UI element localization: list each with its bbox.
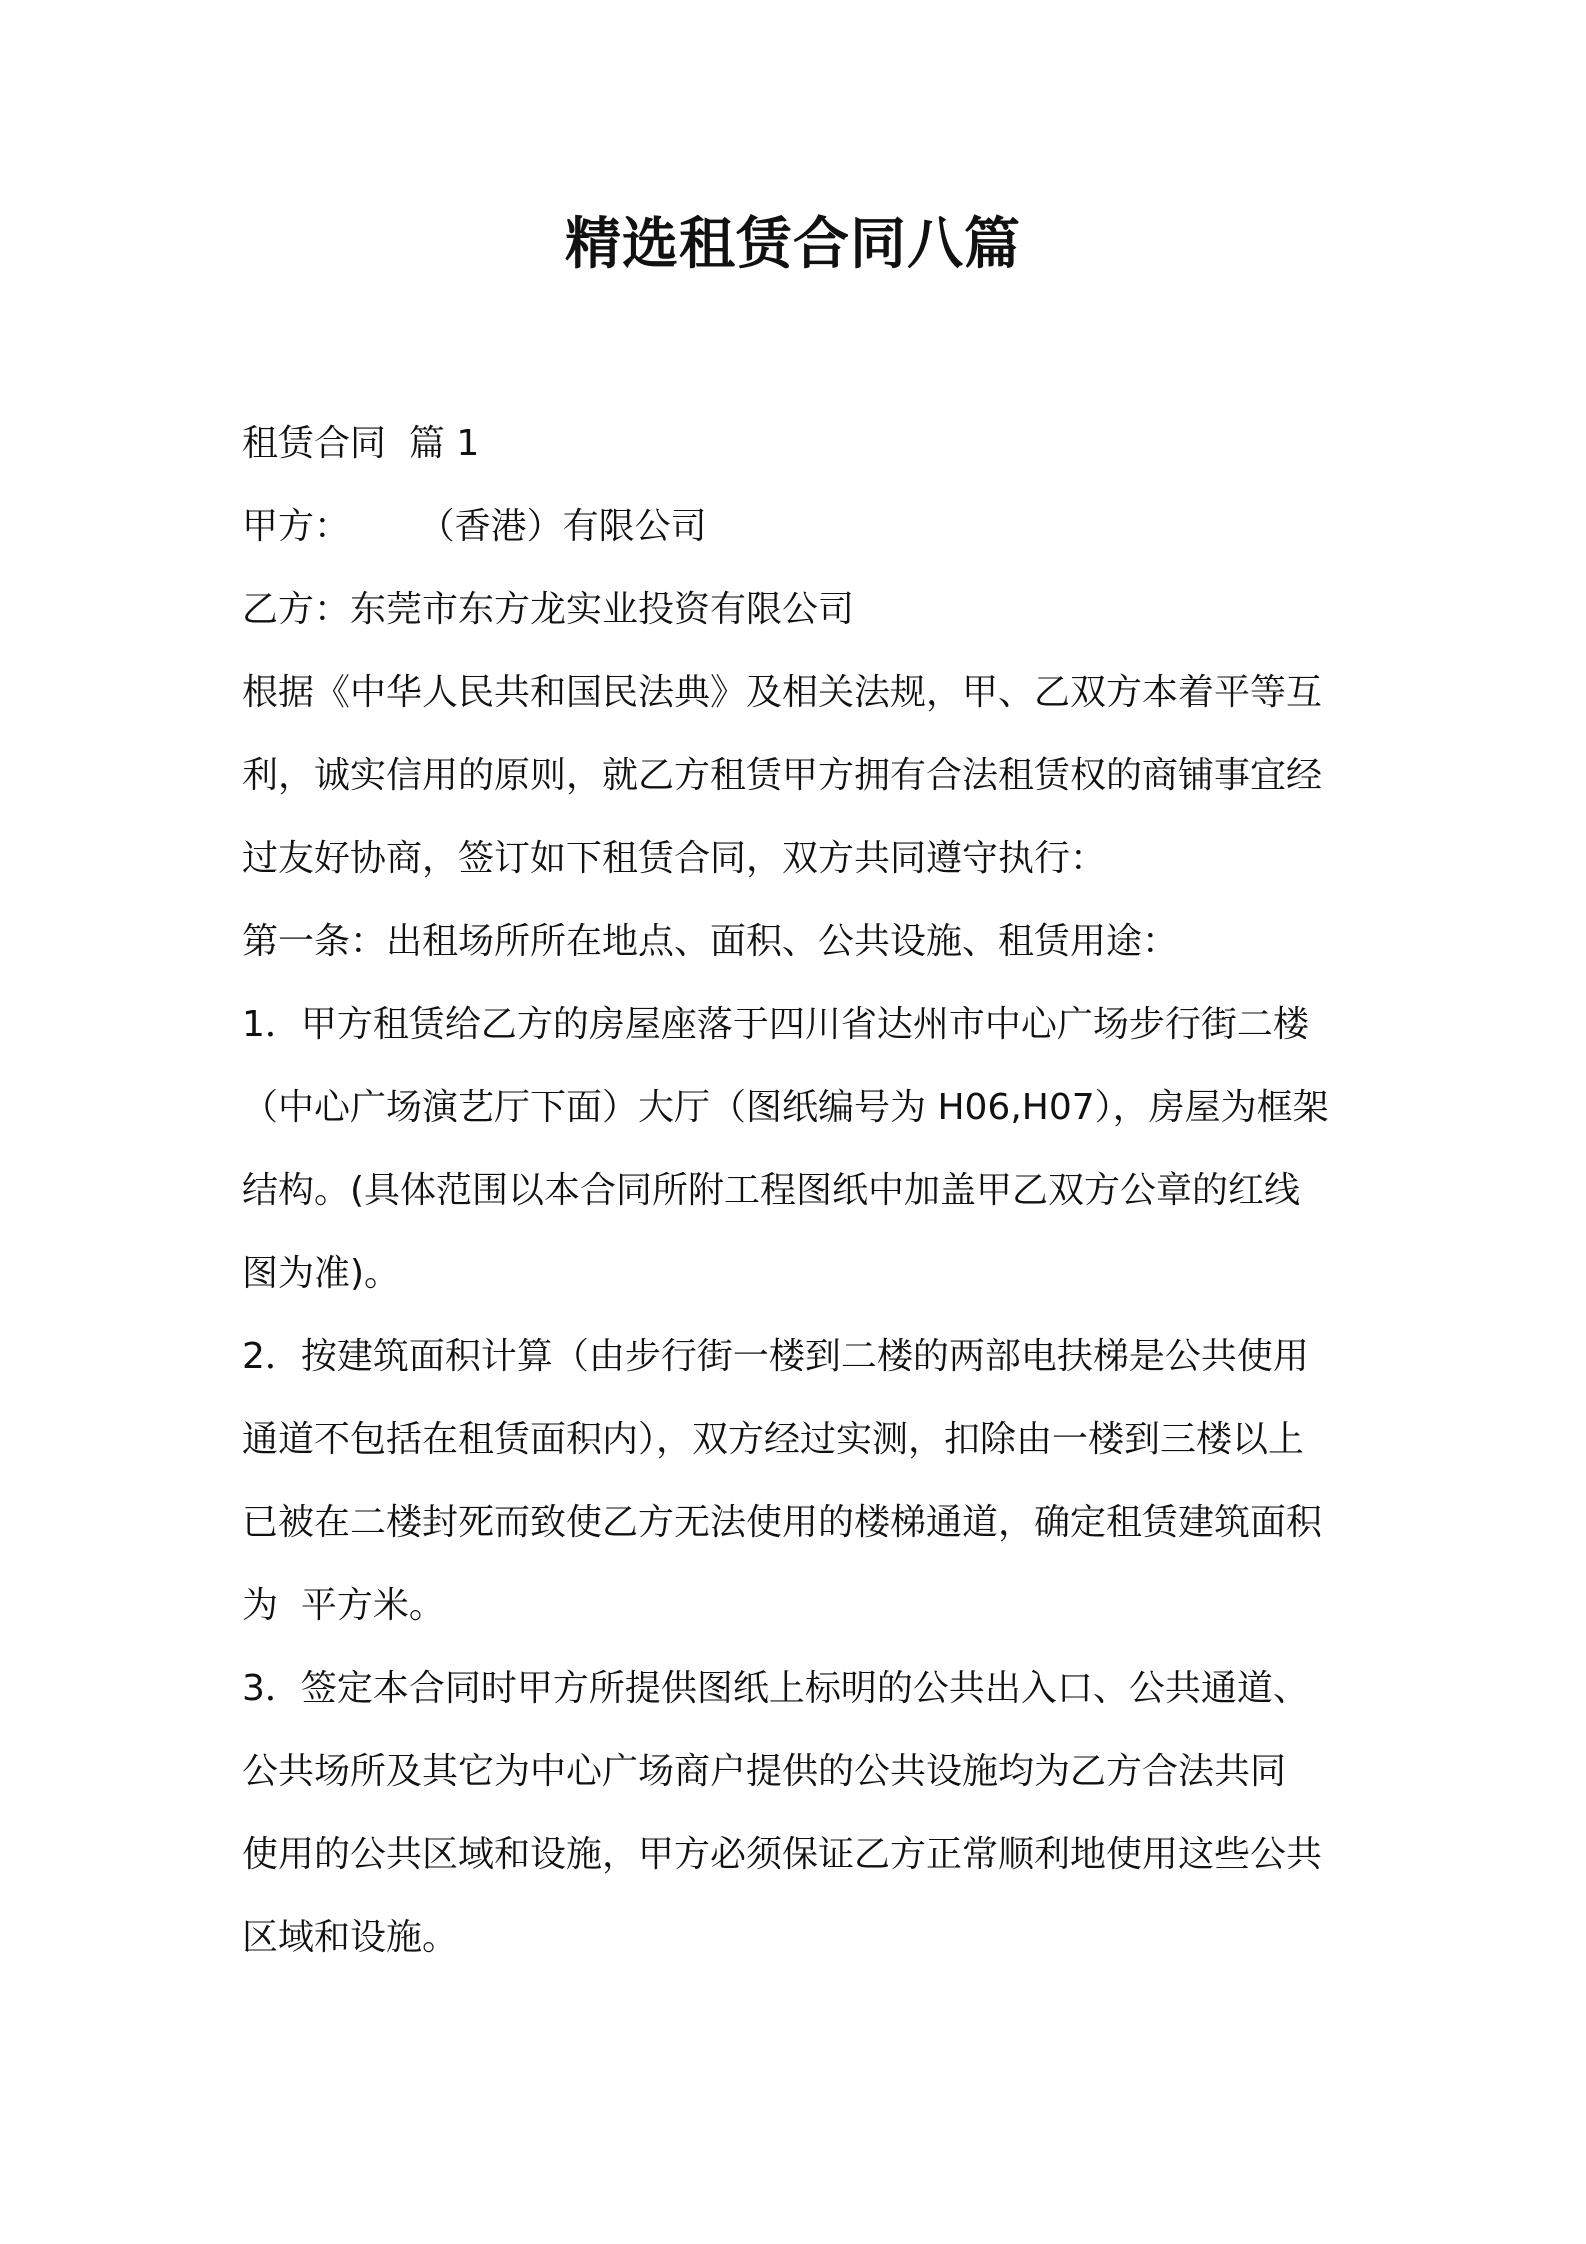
- document-body: [242, 402, 1362, 1979]
- clause-line: 区域和设施。: [242, 1917, 459, 1958]
- clause-line: 1．甲方租赁给乙方的房屋座落于四川省达州市中心广场步行街二楼: [242, 1004, 1309, 1045]
- party-b-line: 乙方：东莞市东方龙实业投资有限公司: [242, 589, 855, 630]
- clause-line: 为 平方米。: [242, 1585, 445, 1626]
- clause-line: （中心广场演艺厅下面）大厅（图纸编号为 H06,H07），房屋为框架: [242, 1087, 1329, 1128]
- clause-line: 通道不包括在租赁面积内），双方经过实测，扣除由一楼到三楼以上: [242, 1419, 1305, 1460]
- clause-line: 3．签定本合同时甲方所提供图纸上标明的公共出入口、公共通道、: [242, 1668, 1309, 1709]
- paragraph-line: 根据《中华人民共和国民法典》及相关法规，甲、乙双方本着平等互: [242, 672, 1323, 713]
- clause-line: 已被在二楼封死而致使乙方无法使用的楼梯通道，确定租赁建筑面积: [242, 1502, 1323, 1543]
- paragraph-line: 利，诚实信用的原则，就乙方租赁甲方拥有合法租赁权的商铺事宜经: [242, 755, 1323, 796]
- document-title: 精选租赁合同八篇: [565, 212, 1021, 277]
- party-a-line: 甲方： （香港）有限公司: [242, 506, 707, 547]
- section-heading: 租赁合同 篇 1: [242, 423, 480, 464]
- article-heading: 第一条：出租场所所在地点、面积、公共设施、租赁用途：: [242, 921, 1179, 962]
- clause-line: 使用的公共区域和设施，甲方必须保证乙方正常顺利地使用这些公共: [242, 1834, 1323, 1875]
- paragraph-line: 过友好协商，签订如下租赁合同，双方共同遵守执行：: [242, 838, 1107, 879]
- clause-line: 结构。(具体范围以本合同所附工程图纸中加盖甲乙双方公章的红线: [242, 1170, 1301, 1211]
- clause-line: 图为准)。: [242, 1253, 401, 1294]
- clause-line: 公共场所及其它为中心广场商户提供的公共设施均为乙方合法共同: [242, 1751, 1287, 1792]
- clause-line: 2．按建筑面积计算（由步行街一楼到二楼的两部电扶梯是公共使用: [242, 1336, 1309, 1377]
